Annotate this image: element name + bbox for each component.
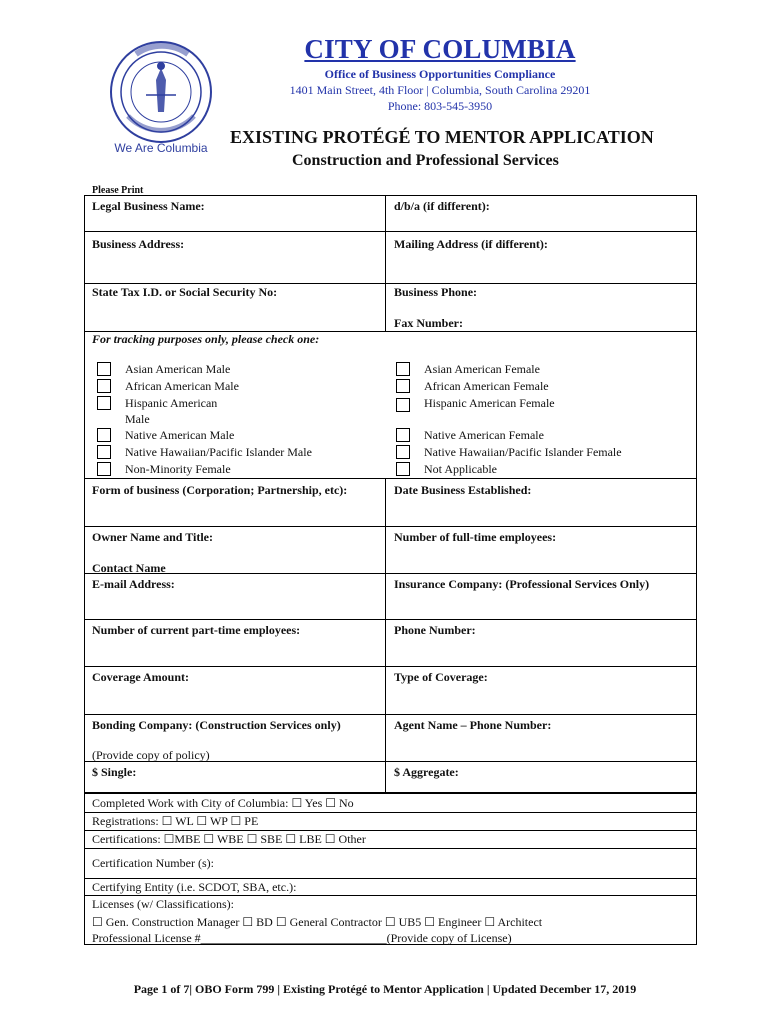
office-phone: Phone: 803-545-3950 (387, 99, 493, 113)
document-subtitle: Construction and Professional Services (292, 152, 559, 169)
single-field[interactable]: $ Single: (92, 765, 137, 779)
registrations-row[interactable]: Registrations: ☐ WL ☐ WP ☐ PE (92, 814, 259, 828)
city-seal-logo (106, 40, 216, 150)
row-divider (85, 812, 696, 813)
seal-tagline: We Are Columbia (114, 141, 208, 155)
checkbox-native-american-female[interactable] (396, 428, 410, 442)
checkbox-pacific-islander-female[interactable] (396, 445, 410, 459)
coverage-amount-field[interactable]: Coverage Amount: (92, 670, 189, 684)
license-types-row[interactable]: ☐ Gen. Construction Manager ☐ BD ☐ General Contractor ☐ UB5 ☐ Engineer ☐ Architect (92, 915, 543, 929)
coverage-type-field[interactable]: Type of Coverage: (394, 670, 488, 684)
fax-field[interactable]: Fax Number: (394, 316, 463, 330)
option-label: Hispanic American (125, 396, 218, 410)
legal-name-field[interactable]: Legal Business Name: (92, 199, 205, 213)
business-phone-field[interactable]: Business Phone: (394, 285, 478, 299)
checkbox-not-applicable[interactable] (396, 462, 410, 476)
licenses-label: Licenses (w/ Classifications): (92, 897, 234, 911)
email-field[interactable]: E-mail Address: (92, 577, 175, 591)
column-divider (385, 196, 386, 331)
checkbox-pacific-islander-male[interactable] (97, 445, 111, 459)
option-label: Native Hawaiian/Pacific Islander Male (125, 445, 312, 459)
professional-license-field[interactable]: Professional License #_______________________________(Provide copy of License) (92, 931, 512, 945)
business-address-field[interactable]: Business Address: (92, 237, 185, 251)
contact-name-label: Contact Name (92, 561, 166, 575)
row-divider (85, 231, 696, 232)
tracking-instructions: For tracking purposes only, please check one: (92, 332, 320, 346)
aggregate-field[interactable]: $ Aggregate: (394, 765, 459, 779)
option-label: African American Female (424, 379, 549, 393)
form-of-business-field[interactable]: Form of business (Corporation; Partnership, etc): (92, 483, 348, 497)
city-title: CITY OF COLUMBIA (304, 34, 576, 64)
tax-id-field[interactable]: State Tax I.D. or Social Security No: (92, 285, 278, 299)
date-established-field[interactable]: Date Business Established: (394, 483, 532, 497)
owner-name-field[interactable]: Owner Name and Title: (92, 530, 214, 544)
row-divider (85, 848, 696, 849)
checkbox-african-american-male[interactable] (97, 379, 111, 393)
row-divider (85, 478, 696, 479)
parttime-employees-field[interactable]: Number of current part-time employees: (92, 623, 301, 637)
checkbox-non-minority-female[interactable] (97, 462, 111, 476)
checkbox-asian-american-female[interactable] (396, 362, 410, 376)
checkbox-asian-american-male[interactable] (97, 362, 111, 376)
row-divider (85, 878, 696, 879)
mailing-address-field[interactable]: Mailing Address (if different): (394, 237, 548, 251)
document-title: EXISTING PROTÉGÉ TO MENTOR APPLICATION (230, 127, 654, 147)
fulltime-employees-field[interactable]: Number of full-time employees: (394, 530, 557, 544)
dba-field[interactable]: d/b/a (if different): (394, 199, 490, 213)
policy-copy-note: (Provide copy of policy) (92, 748, 210, 762)
option-label: African American Male (125, 379, 239, 393)
agent-name-field[interactable]: Agent Name – Phone Number: (394, 718, 552, 732)
checkbox-hispanic-american-male[interactable] (97, 396, 111, 410)
page-footer: Page 1 of 7| OBO Form 799 | Existing Protégé to Mentor Application | Updated December 17, 2019 (133, 982, 637, 996)
option-label: Native American Male (125, 428, 235, 442)
option-label: Non-Minority Female (125, 462, 231, 476)
certification-number-field[interactable]: Certification Number (s): (92, 856, 214, 870)
insurance-company-field[interactable]: Insurance Company: (Professional Services Only) (394, 577, 650, 591)
option-label: Native American Female (424, 428, 544, 442)
checkbox-native-american-male[interactable] (97, 428, 111, 442)
completed-work-row[interactable]: Completed Work with City of Columbia: ☐ Yes ☐ No (92, 796, 354, 810)
phone-number-field[interactable]: Phone Number: (394, 623, 476, 637)
business-info-table (84, 195, 697, 793)
checkbox-hispanic-american-female[interactable] (396, 398, 410, 412)
option-label: Hispanic American Female (424, 396, 555, 410)
checkbox-african-american-female[interactable] (396, 379, 410, 393)
certifications-row[interactable]: Certifications: ☐MBE ☐ WBE ☐ SBE ☐ LBE ☐ Other (92, 832, 366, 846)
office-name: Office of Business Opportunities Compliance (324, 67, 556, 81)
option-label: Asian American Female (424, 362, 540, 376)
certifying-entity-field[interactable]: Certifying Entity (i.e. SCDOT, SBA, etc.): (92, 880, 297, 894)
please-print-note: Please Print (92, 185, 144, 196)
office-address: 1401 Main Street, 4th Floor | Columbia, South Carolina 29201 (289, 83, 591, 97)
option-label: Male (125, 412, 150, 426)
certifications-section (84, 793, 697, 945)
row-divider (85, 895, 696, 896)
bonding-company-field[interactable]: Bonding Company: (Construction Services only) (92, 718, 341, 732)
option-label: Native Hawaiian/Pacific Islander Female (424, 445, 622, 459)
row-divider (85, 830, 696, 831)
option-label: Asian American Male (125, 362, 231, 376)
option-label: Not Applicable (424, 462, 497, 476)
